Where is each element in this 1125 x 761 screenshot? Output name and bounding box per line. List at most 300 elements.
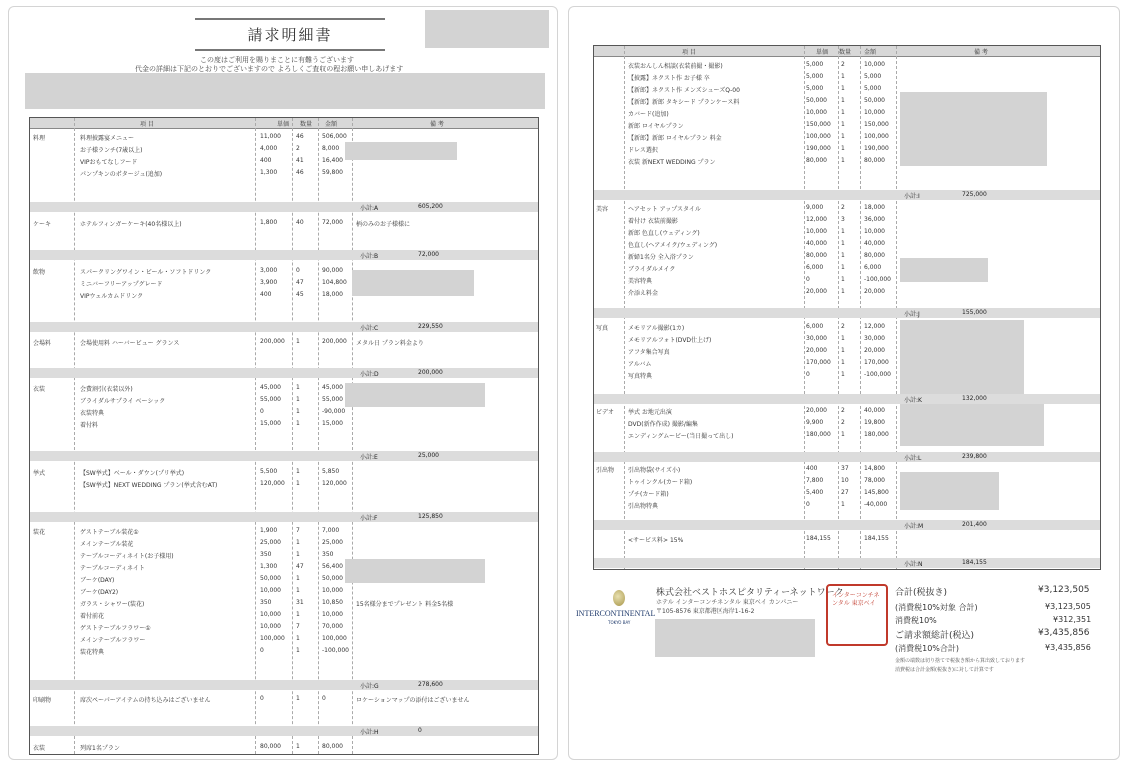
cell-qty: 47 [296,563,304,570]
cell-qty: 46 [296,133,304,140]
table-row [30,479,538,489]
cell-amount: 150,000 [864,121,889,128]
cell-name: 列席1名プラン [80,745,120,752]
cell-price: 30,000 [806,335,827,342]
cell-name: 席次ペーパーアイテムの持ち込みはございません [80,697,211,704]
cell-price: 25,000 [260,539,281,546]
subtotal-row [30,726,538,736]
cell-note: 15名様分までプレゼント 料金5名様 [356,601,454,608]
cell-amount: 25,000 [322,539,343,546]
cell-name: 着付け 衣装前撮影 [628,218,678,225]
cell-qty: 10 [841,477,849,484]
cell-amount: 50,000 [322,575,343,582]
cell-qty: 1 [841,133,845,140]
subtotal-row [30,322,538,332]
cell-amount: 40,000 [864,240,885,247]
cell-name: 着付料 [80,422,99,429]
cell-name: プチ(カード箱) [628,491,669,498]
cell-name: ドレス選択 [628,147,658,154]
cell-amount: 18,000 [864,204,885,211]
cell-price: 12,000 [806,216,827,223]
cell-qty: 1 [841,347,845,354]
cell-amount: 190,000 [864,145,889,152]
cell-name: アフタ集合写真 [628,349,670,356]
cell-price: 5,500 [260,468,278,475]
table-row [594,476,1100,486]
taxable-label: (消費税10%対象 合計) [895,603,978,612]
cell-name: VIPウェルカムドリンク [80,293,144,300]
subtotal-label: 小計:A [360,205,379,212]
cell-qty: 2 [841,204,845,211]
cell-name: 美容特典 [628,278,653,285]
cell-amount: 70,000 [322,623,343,630]
subtotal-label: 小計:H [360,729,379,736]
grand-total-value: ¥3,435,856 [1038,628,1090,638]
cell-price: 20,000 [806,347,827,354]
table-row [594,203,1100,213]
subtotal-label: 小計:N [904,561,923,568]
cell-name: ガラス・シャワー(装花) [80,601,145,608]
redacted-block [900,404,1044,446]
cell-name: 衣装特典 [80,410,105,417]
cell-qty: 2 [841,419,845,426]
cell-name: 【新郎】ネクスト作 メンズシューズQ-00 [628,87,740,94]
subtotal-row [30,680,538,690]
cell-price: 3,900 [260,279,278,286]
cell-price: 50,000 [260,575,281,582]
table-row [30,610,538,620]
cell-price: 6,000 [806,264,824,271]
cell-qty: 1 [296,480,300,487]
logo-sub: TOKYO BAY [608,620,631,625]
cell-price: 5,000 [806,73,824,80]
cell-name: VIPおもてなしフード [80,159,138,166]
header-item: 項 目 [140,121,154,128]
table-row [594,215,1100,225]
table-header [30,118,538,129]
cell-price: 100,000 [260,635,285,642]
table-row [594,287,1100,297]
company-name: 株式会社ベストホスピタリティーネットワーク [656,588,844,598]
cell-name: エンディングムービー(当日撮って出し) [628,433,734,440]
cell-amount: 12,000 [864,323,885,330]
subtotal-value: 201,400 [962,521,987,528]
redacted-block [900,472,999,510]
cell-price: 10,000 [260,611,281,618]
cell-name: 介添え料金 [628,290,659,297]
cell-qty: 1 [296,396,300,403]
cell-price: 20,000 [806,407,827,414]
cell-name: 色直し(ヘアメイク/ウェディング) [628,242,718,249]
header-item: 項 目 [682,49,696,56]
cell-amount: 100,000 [864,133,889,140]
cell-qty: 2 [841,407,845,414]
cell-name: ブライダルメイク [628,266,676,273]
cell-qty: 3 [841,216,845,223]
cell-name: 【披露】ネクスト作 お子様 卒 [628,75,710,82]
table-row [594,275,1100,285]
table-row [594,358,1100,368]
table-row [594,72,1100,82]
cell-qty: 46 [296,169,304,176]
cell-price: 170,000 [806,359,831,366]
header-amount: 金額 [325,121,338,128]
hotel-address: 〒105-8576 東京都港区海岸1-16-2 [656,608,755,615]
cell-name: 挙式 お地元出演 [628,409,672,416]
subtotal-row [594,452,1100,462]
subtotal-label: 小計:F [360,515,378,522]
cell-qty: 7 [296,527,300,534]
cell-name: 新婦1名分 全入浴プラン [628,254,694,261]
cell-qty: 1 [296,587,300,594]
cell-qty: 37 [841,465,849,472]
cell-price: 350 [260,551,272,558]
cell-price: 200,000 [260,338,285,345]
subtotal-row [30,451,538,461]
grand-10-label: (消費税10%合計) [895,644,960,653]
table-row [30,598,538,608]
cell-price: 45,000 [260,384,281,391]
table-row [30,467,538,477]
cell-price: 1,900 [260,527,278,534]
header-qty: 数量 [839,49,852,56]
total-value: ¥3,123,505 [1038,585,1090,595]
subtotal-label: 小計:J [904,311,920,318]
cell-qty: 1 [841,73,845,80]
cell-cat: 美容 [596,206,609,213]
cell-amount: 10,850 [322,599,343,606]
cell-qty: 1 [841,335,845,342]
cell-cat: 飲物 [33,269,46,276]
cell-qty: 41 [296,157,304,164]
cell-amount: 36,000 [864,216,885,223]
cell-name: ブライダルサプライ ベーシック [80,398,166,405]
cell-price: 400 [260,157,272,164]
cell-name: スパークリングワイン・ビール・ソフトドリンク [80,269,212,276]
cell-qty: 1 [841,371,845,378]
table-row [30,407,538,417]
cell-name: パンプキンのポタージュ(追加) [80,171,163,178]
cell-name: ブーケ(DAY2) [80,589,119,596]
cell-qty: 1 [296,551,300,558]
cell-price: 80,000 [806,252,827,259]
cell-name: 料理披露宴メニュー [80,135,135,142]
cell-qty: 1 [296,539,300,546]
cell-price: 40,000 [806,240,827,247]
subtotal-value: 200,000 [418,369,443,376]
cell-price: 180,000 [806,431,831,438]
cell-price: 80,000 [806,157,827,164]
cell-amount: 78,000 [864,477,885,484]
cell-amount: 180,000 [864,431,889,438]
cell-price: 5,000 [806,61,824,68]
table-row [594,322,1100,332]
cell-amount: 20,000 [864,288,885,295]
cell-qty: 1 [841,264,845,271]
cell-amount: 0 [322,695,326,702]
cell-qty: 31 [296,599,304,606]
intro-line-2: 代金の詳細は下記のとおりでございますので よろしくご査収の程お願い申しあげます [135,65,404,73]
subtotal-label: 小計:G [360,683,379,690]
footer-note-2: 消費税は合計金額(税抜き)に対して計算です [895,667,994,673]
cell-amount: 104,800 [322,279,347,286]
cell-name: 【新郎】新郎 タキシード プランケース料 [628,99,740,106]
cell-amount: 200,000 [322,338,347,345]
cell-qty: 1 [841,276,845,283]
cell-name: 写真特典 [628,373,653,380]
cell-amount: 10,000 [322,611,343,618]
cell-name: <サービス料> 15% [628,537,684,544]
cell-amount: 15,000 [322,420,343,427]
taxable-value: ¥3,123,505 [1045,602,1091,611]
cell-qty: 1 [841,359,845,366]
table-row [30,634,538,644]
subtotal-value: 132,000 [962,395,987,402]
cell-name: トゥインクル(カード箱) [628,479,693,486]
cell-amount: 10,000 [864,61,885,68]
table-row [594,464,1100,474]
cell-amount: 40,000 [864,407,885,414]
cell-name: アルバム [628,361,652,368]
subtotal-label: 小計:L [904,455,922,462]
seal-text: インターコンチネンタル 東京ベイ [832,592,880,607]
subtotal-row [30,512,538,522]
cell-name: 衣装 新NEXT WEDDING プラン [628,159,716,166]
cell-name: 【新郎】新郎 ロイヤルプラン 料金 [628,135,722,142]
subtotal-row [594,190,1100,200]
cell-price: 100,000 [806,133,831,140]
left-table [29,117,539,755]
cell-price: 5,400 [806,489,824,496]
subtotal-label: 小計:D [360,371,379,378]
cell-amount: 120,000 [322,480,347,487]
cell-amount: 56,400 [322,563,343,570]
table-row [594,500,1100,510]
cell-amount: 55,000 [322,396,343,403]
cell-qty: 1 [841,145,845,152]
cell-cat: ケーキ [33,221,52,228]
cell-amount: -100,000 [864,371,891,378]
cell-price: 4,000 [260,145,278,152]
cell-note: ロケーションマップの添付はございません [356,697,470,704]
table-row [30,586,538,596]
cell-amount: -90,000 [322,408,346,415]
footer-note-1: 金額の端数は切り捨てで税抜き額から算出致しております [895,658,1026,664]
cell-qty: 1 [841,97,845,104]
cell-qty: 1 [841,431,845,438]
cell-qty: 1 [296,647,300,654]
subtotal-value: 278,600 [418,681,443,688]
header-price: 単価 [277,121,290,128]
subtotal-label: 小計:C [360,325,379,332]
cell-price: 50,000 [806,97,827,104]
cell-name: メインテーブル装花 [80,541,134,548]
cell-amount: 10,000 [864,109,885,116]
subtotal-label: 小計:M [904,523,924,530]
cell-amount: 170,000 [864,359,889,366]
table-row [594,263,1100,273]
cell-name: 引出物袋(サイズ小) [628,467,681,474]
cell-qty: 1 [841,109,845,116]
cell-amount: -100,000 [864,276,891,283]
header-note: 備 考 [974,49,988,56]
cell-qty: 1 [296,468,300,475]
cell-amount: 145,800 [864,489,889,496]
table-row [30,144,538,154]
cell-price: 10,000 [260,623,281,630]
cell-qty: 1 [296,420,300,427]
table-row [30,218,538,228]
cell-name: 【SW挙式】NEXT WEDDING プラン(挙式含むAT) [80,482,218,489]
cell-name: ゲストテーブル装花① [80,529,139,536]
cell-amount: 45,000 [322,384,343,391]
cell-price: 0 [806,276,810,283]
cell-name: お子様ランチ(7歳以上) [80,147,143,154]
cell-price: 400 [806,465,818,472]
cell-name: テーブルコーディネイト [80,565,145,572]
intro-line-1: この度はご利用を賜りまことに有難うございます [200,56,354,64]
cell-amount: 7,000 [322,527,340,534]
subtotal-value: 0 [418,727,422,734]
cell-price: 6,000 [806,323,824,330]
hotel-name: ホテル インターコンチネンタル 東京ベイ カンパニー [656,599,799,606]
cell-amount: 5,000 [864,73,882,80]
table-row [594,370,1100,380]
hotel-logo-icon [613,590,625,606]
cell-qty: 1 [841,240,845,247]
cell-amount: 5,000 [864,85,882,92]
cell-price: 150,000 [806,121,831,128]
table-row [30,646,538,656]
subtotal-row [30,368,538,378]
redacted-block [352,270,474,296]
cell-qty: 1 [296,408,300,415]
table-row [594,251,1100,261]
cell-name: DVD(新作作成) 撮影/編集 [628,421,698,428]
header-price: 単価 [816,49,829,56]
cell-amount: 19,800 [864,419,885,426]
page-title: 請求明細書 [195,18,385,51]
cell-name: カバード(追加) [628,111,669,118]
redacted-block [900,258,988,282]
cell-amount: 80,000 [322,743,343,750]
subtotal-row [30,202,538,212]
subtotal-label: 小計:B [360,253,379,260]
cell-qty: 1 [296,743,300,750]
cell-price: 10,000 [806,228,827,235]
cell-qty: 1 [841,501,845,508]
cell-name: 会費割引(衣装以外) [80,386,133,393]
cell-qty: 1 [841,85,845,92]
cell-cat: 装花 [33,529,46,536]
cell-cat: 衣装 [33,386,46,393]
cell-amount: 14,800 [864,465,885,472]
cell-cat: 写真 [596,325,609,332]
subtotal-value: 155,000 [962,309,987,316]
cell-cat: 料理 [33,135,46,142]
cell-amount: 350 [322,551,334,558]
subtotal-label: 小計:I [904,193,920,200]
cell-price: 9,000 [806,204,824,211]
table-row [30,156,538,166]
cell-amount: 80,000 [864,157,885,164]
cell-qty: 1 [296,695,300,702]
grand-10-value: ¥3,435,856 [1045,643,1091,652]
cell-note: 柄のみのお子様様に [356,221,411,228]
cell-qty: 1 [296,338,300,345]
table-row [594,488,1100,498]
cell-price: 7,800 [806,477,824,484]
redacted-block [25,73,545,109]
cell-qty: 1 [841,121,845,128]
redacted-block [425,10,549,48]
subtotal-value: 25,000 [418,452,439,459]
cell-price: 10,000 [260,587,281,594]
subtotal-value: 125,850 [418,513,443,520]
cell-name: メモリアルフォト(DVD仕上げ) [628,337,712,344]
cell-name: 装花特典 [80,649,105,656]
subtotal-label: 小計:E [360,454,378,461]
subtotal-value: 239,800 [962,453,987,460]
cell-name: ブーケ(DAY) [80,577,115,584]
table-row [30,622,538,632]
cell-qty: 1 [296,611,300,618]
subtotal-value: 229,550 [418,323,443,330]
cell-name: テーブルコーディネイト(お子様用) [80,553,174,560]
cell-amount: 50,000 [864,97,885,104]
cell-amount: 18,000 [322,291,343,298]
cell-amount: 72,000 [322,219,343,226]
cell-price: 9,900 [806,419,824,426]
cell-price: 1,800 [260,219,278,226]
cell-price: 15,000 [260,420,281,427]
cell-note: メタル日 プラン料金より [356,340,424,347]
redacted-block [345,142,457,160]
cell-qty: 1 [841,228,845,235]
cell-qty: 1 [296,575,300,582]
cell-price: 350 [260,599,272,606]
cell-name: ヘアセット アップスタイル [628,206,701,213]
cell-amount: -40,000 [864,501,888,508]
cell-amount: 506,000 [322,133,347,140]
cell-name: 【SW挙式】ベール・ダウン(プリ挙式) [80,470,185,477]
cell-qty: 1 [841,288,845,295]
subtotal-row [30,250,538,260]
redacted-block [900,92,1047,166]
cell-amount: 10,000 [864,228,885,235]
cell-qty: 1 [296,384,300,391]
cell-amount: 100,000 [322,635,347,642]
cell-name: 新郎 色直し(ウェディング) [628,230,700,237]
cell-amount: 20,000 [864,347,885,354]
cell-price: 190,000 [806,145,831,152]
cell-price: 1,300 [260,169,278,176]
cell-name: 着付前花 [80,613,105,620]
cell-cat: 印刷物 [33,697,52,704]
table-row [594,227,1100,237]
cell-amount: 5,850 [322,468,340,475]
cell-qty: 2 [841,61,845,68]
cell-cat: 挙式 [33,470,46,477]
cell-name: 引出物特典 [628,503,659,510]
cell-qty: 0 [296,267,300,274]
cell-price: 5,000 [806,85,824,92]
cell-qty: 27 [841,489,849,496]
cell-name: 新郎 ロイヤルプラン [628,123,684,130]
header-amount: 金額 [864,49,877,56]
table-row [30,526,538,536]
cell-price: 10,000 [806,109,827,116]
